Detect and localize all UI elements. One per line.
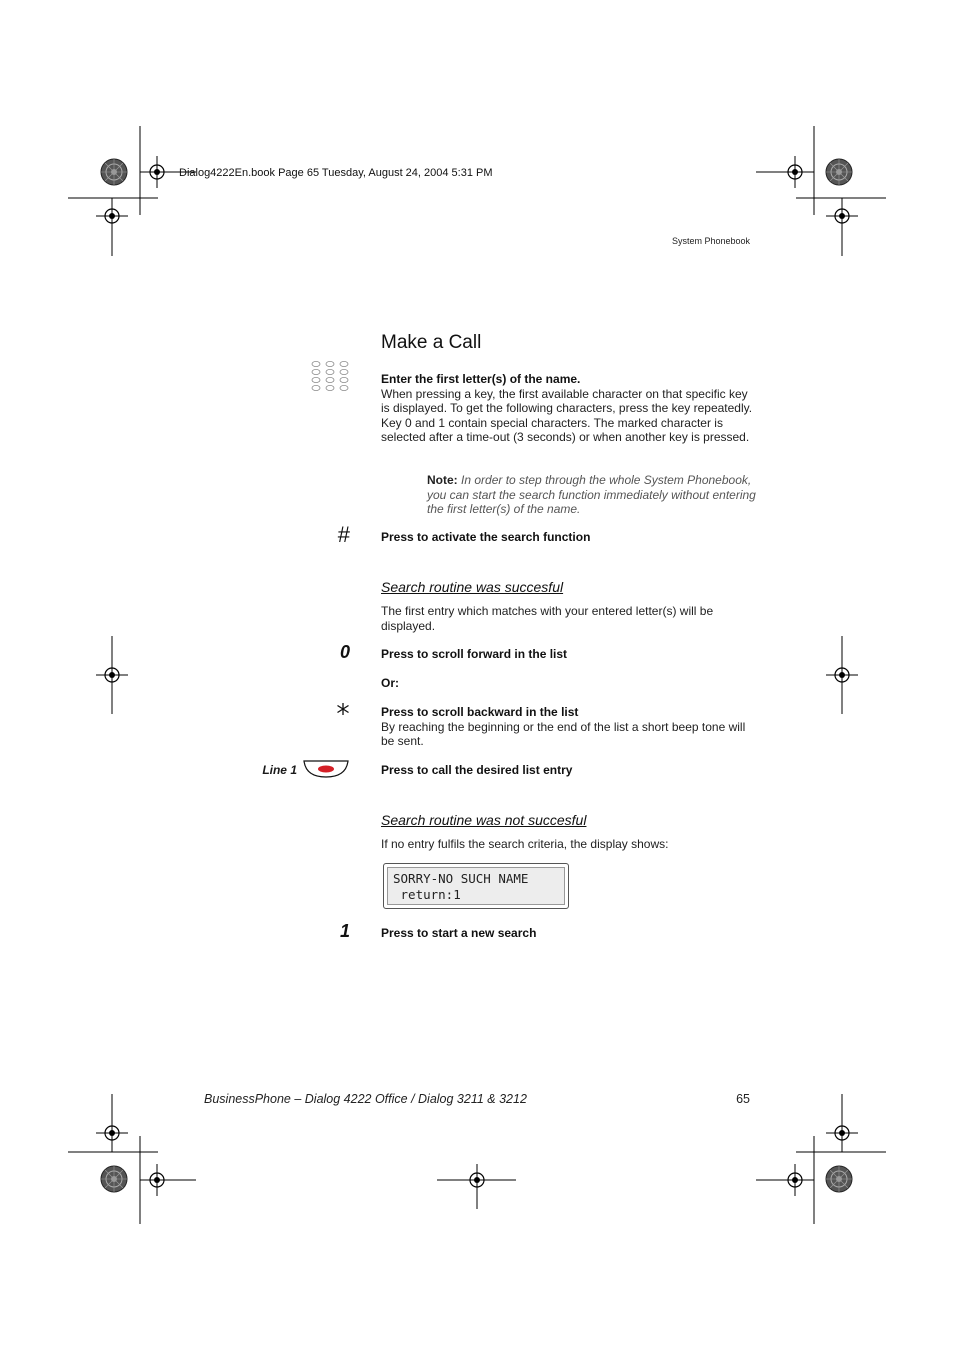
note-label: Note:	[427, 473, 458, 487]
scroll-forward: Press to scroll forward in the list	[381, 647, 568, 661]
footer-title: BusinessPhone – Dialog 4222 Office / Dialog 3211 & 3212	[204, 1092, 527, 1106]
success-heading: Search routine was succesful	[381, 579, 564, 595]
step-search: Press to activate the search function	[381, 530, 591, 544]
failure-heading: Search routine was not succesful	[381, 812, 587, 828]
note-text: In order to step through the whole System Phonebook, you can start the search function immediately without entering the first letter(s) of the name.	[427, 473, 756, 517]
scroll-backward	[381, 705, 753, 749]
lcd-line-1: SORRY-NO SUCH NAME	[393, 871, 529, 886]
call-entry: Press to call the desired list entry	[381, 763, 573, 777]
scroll-backward-heading: Press to scroll backward in the list	[381, 705, 579, 719]
hash-key: #	[337, 522, 350, 547]
scroll-backward-text: By reaching the beginning or the end of the list a short beep tone will be sent.	[381, 719, 746, 749]
failure-text: If no entry fulfils the search criteria, the display shows:	[381, 837, 669, 851]
star-key-icon	[336, 702, 350, 716]
page-number: 65	[736, 1092, 750, 1106]
zero-key: 0	[339, 642, 350, 662]
step-enter-text: When pressing a key, the first available character on that specific key is displayed. To get the following characters, press the key repeatedly. Key 0 and 1 contain special characters. The marked character is selected after a time-out (3 seconds) or when another key is pressed.	[381, 386, 753, 445]
line1-key-icon	[302, 759, 350, 779]
step-enter	[381, 372, 753, 445]
print-header: Dialog4222En.book Page 65 Tuesday, August 24, 2004 5:31 PM	[179, 167, 493, 179]
one-key: 1	[339, 921, 350, 941]
new-search: Press to start a new search	[381, 926, 537, 940]
lcd-display	[383, 863, 569, 909]
page-title: Make a Call	[381, 332, 482, 353]
note	[427, 473, 757, 517]
line1-label: Line 1	[262, 763, 297, 777]
success-text: The first entry which matches with your entered letter(s) will be displayed.	[381, 604, 714, 633]
step-enter-heading: Enter the first letter(s) of the name.	[381, 372, 581, 386]
or-label: Or:	[381, 676, 399, 690]
section-label: System Phonebook	[671, 236, 750, 246]
keypad-icon	[310, 360, 352, 392]
lcd-line-2: return:1	[393, 887, 461, 902]
